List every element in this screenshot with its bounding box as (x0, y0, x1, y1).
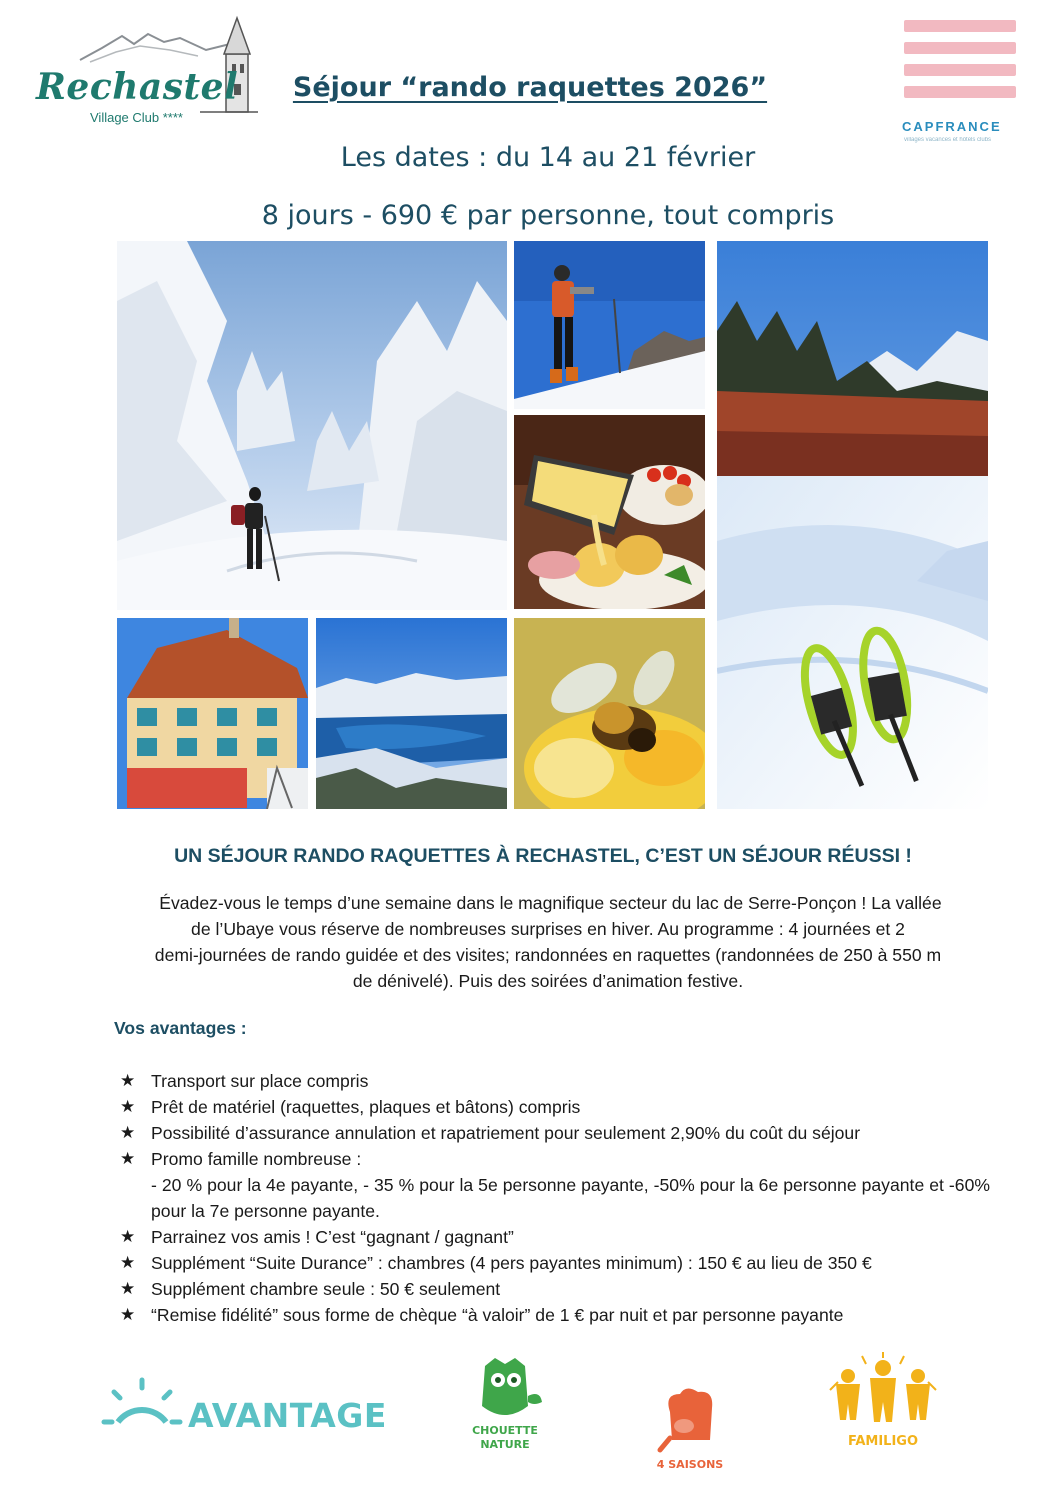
partner-name: CAPFRANCE (902, 119, 1002, 134)
intro-line: de dénivelé). Puis des soirées d’animation festive. (352, 971, 744, 991)
advantage-text: Supplément chambre seule : 50 € seulement (151, 1279, 501, 1299)
advantage-text: Prêt de matériel (raquettes, plaques et bâtons) compris (151, 1097, 581, 1117)
larch-forest-snow-snowshoes-photo (717, 241, 988, 809)
rechastel-logo (30, 14, 270, 126)
section-headline: UN SÉJOUR RANDO RAQUETTES À RECHASTEL, C’EST UN SÉJOUR RÉUSSI ! (174, 845, 912, 867)
star-icon: ★ (120, 1071, 136, 1091)
chef-hat-icon (640, 1384, 740, 1454)
4-saisons-label: 4 SAISONS (656, 1458, 724, 1471)
advantage-text: Transport sur place compris (151, 1071, 369, 1091)
chouette-label-line2: NATURE (480, 1438, 530, 1451)
list-item (120, 1302, 990, 1328)
stay-price: 8 jours - 690 € par personne, tout compris (261, 200, 835, 231)
brand-subtitle: Village Club **** (90, 110, 183, 125)
advantage-text: “Remise fidélité” sous forme de chèque “à valoir” de 1 € par nuit et par personne payante (151, 1305, 844, 1325)
star-icon: ★ (120, 1123, 136, 1143)
list-item (120, 1276, 990, 1302)
stay-dates: Les dates : du 14 au 21 février (340, 142, 756, 173)
4-saisons-logo (640, 1384, 740, 1476)
list-item (120, 1094, 990, 1120)
family-icon (828, 1350, 938, 1430)
advantage-text: Possibilité d’assurance annulation et rapatriement pour seulement 2,90% du coût du séjour (151, 1123, 861, 1143)
star-icon: ★ (120, 1279, 136, 1299)
advantages-title: Vos avantages : (114, 1018, 247, 1038)
star-icon: ★ (120, 1227, 136, 1247)
list-item (120, 1120, 990, 1146)
list-item (120, 1224, 990, 1250)
list-item (120, 1146, 990, 1224)
list-item (120, 1068, 990, 1094)
snowshoe-hiker-forest-photo (117, 241, 507, 610)
advantage-subtext: - 20 % pour la 4e payante, - 35 % pour la 5e personne payante, -50% pour la 6e personne payante et -60% pour la 7e personne payante. (151, 1175, 990, 1221)
familigo-label: FAMILIGO (847, 1434, 919, 1449)
owl-icon (460, 1356, 550, 1426)
page-title: Séjour “rando raquettes 2026” (292, 72, 768, 103)
intro-line: Évadez-vous le temps d’une semaine dans le magnifique secteur du lac de Serre-Ponçon ! La vallée (154, 893, 942, 913)
intro-line: de l’Ubaye vous réserve de nombreuses surprises en hiver. Au programme : 4 journées et 2 (191, 919, 905, 939)
advantages-list (120, 1068, 990, 1328)
chouette-nature-logo (460, 1356, 550, 1456)
brand-name: Rechastel (36, 66, 239, 108)
star-icon: ★ (120, 1305, 136, 1325)
familigo-logo (828, 1350, 938, 1454)
raclette-cheese-photo (514, 415, 705, 609)
star-icon: ★ (120, 1253, 136, 1273)
intro-line: demi-journées de rando guidée et des visites; randonnées en raquettes (randonnées de 250 à 550 m (154, 945, 942, 965)
avantage-label: AVANTAGE (188, 1396, 387, 1435)
list-item (120, 1250, 990, 1276)
partner-subtitle: villages vacances et hôtels clubs (904, 137, 992, 143)
bee-on-flower-photo (514, 618, 705, 809)
page-title-wrap (0, 72, 1060, 103)
serre-poncon-lake-photo (316, 618, 507, 809)
advantage-text: Parrainez vos amis ! C’est “gagnant / gagnant” (151, 1227, 514, 1247)
advantage-text: Supplément “Suite Durance” : chambres (4 pers payantes minimum) : 150 € au lieu de 350 € (151, 1253, 872, 1273)
ski-tour-hiker-photo (514, 241, 705, 409)
star-icon: ★ (120, 1097, 136, 1117)
intro-paragraph (100, 890, 996, 994)
advantage-text: Promo famille nombreuse : (151, 1149, 362, 1169)
star-icon: ★ (120, 1149, 136, 1169)
hotel-building-photo (117, 618, 308, 809)
avantage-logo (100, 1376, 390, 1446)
chouette-label-line1: CHOUETTE (472, 1424, 538, 1437)
